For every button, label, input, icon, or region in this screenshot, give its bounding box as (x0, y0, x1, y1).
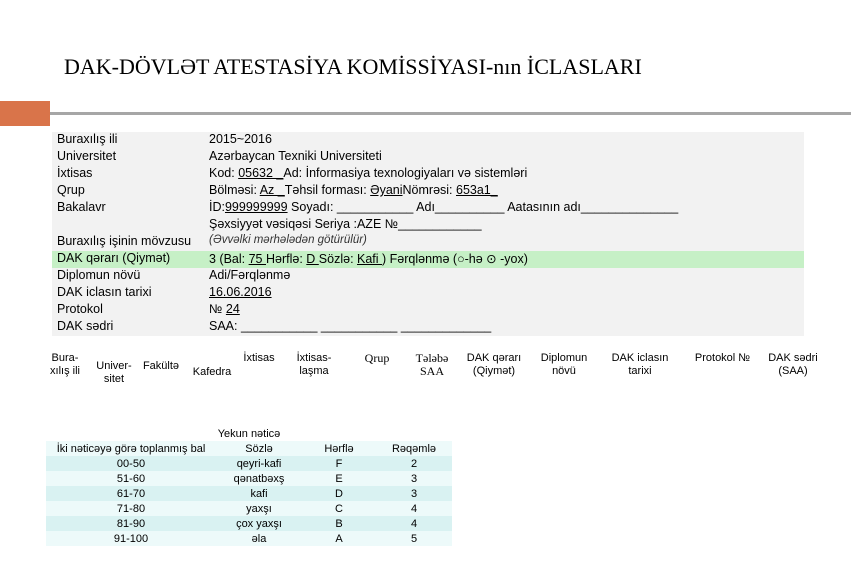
header-letter: Hərflə (302, 441, 376, 456)
row-chairman (52, 319, 804, 336)
label-decision: DAK qərarı (Qiymət) (57, 251, 171, 265)
cell-word: çox yaxşı (216, 516, 302, 531)
cell-letter: D (302, 486, 376, 501)
value-university[interactable]: Azərbaycan Texniki Universiteti (209, 149, 382, 163)
row-year (52, 132, 804, 149)
label-thesis: Buraxılış işinin mövzusu (57, 234, 192, 248)
cell-word: qənatbəxş (216, 471, 302, 486)
degree-id[interactable]: 999999999 (224, 200, 288, 214)
group-number[interactable]: 653a1_ (456, 183, 498, 197)
degree-names: Soyadı: ___________ Adı__________ Aatasının adı______________ (287, 200, 679, 214)
title-rule (50, 112, 851, 115)
row-meeting-date (52, 285, 804, 302)
label-specialty: İxtisas (57, 166, 93, 180)
col-protocol: Protokol № (694, 352, 751, 364)
cell-word: əla (216, 531, 302, 546)
cell-letter: C (302, 501, 376, 516)
value-chairman[interactable]: SAA: ___________ ___________ _____________ (209, 319, 492, 333)
page-title: DAK-DÖVLƏT ATESTASİYA KOMİSSİYASI-nın İCLASLARI (64, 54, 642, 79)
specialty-name: Ad: İnformasiya texnologiyaları və sistemləri (283, 166, 528, 180)
cell-number: 3 (376, 471, 452, 486)
row-thesis (52, 234, 804, 251)
value-meeting-date[interactable]: 16.06.2016 (209, 285, 272, 299)
table-header-row (46, 441, 452, 456)
degree-id-label: İD: (209, 200, 225, 214)
decision-word[interactable]: Kafi (357, 252, 383, 266)
row-decision (52, 251, 804, 268)
cell-points: 00-50 (46, 456, 216, 471)
col-department: Kafedra (192, 366, 232, 378)
cell-number: 4 (376, 516, 452, 531)
value-diploma[interactable]: Adi/Fərqlənmə (209, 268, 291, 282)
row-university (52, 149, 804, 166)
row-protocol (52, 302, 804, 319)
cell-points: 91-100 (46, 531, 216, 546)
col-faculty: Fakültə (142, 360, 180, 372)
header-points: İki nəticəyə görə toplanmış bal (46, 441, 216, 456)
label-group: Qrup (57, 183, 85, 197)
value-protocol[interactable] (209, 302, 240, 316)
cell-number: 4 (376, 501, 452, 516)
cell-points: 81-90 (46, 516, 216, 531)
radio-yes-icon[interactable]: ○ (457, 252, 465, 266)
value-group[interactable] (209, 183, 498, 197)
row-group (52, 183, 804, 200)
cell-letter: E (302, 471, 376, 486)
decision-word-label: Sözlə: (318, 252, 358, 266)
value-year[interactable]: 2015~2016 (209, 132, 272, 146)
col-group: Qrup (364, 351, 390, 365)
header-word: Sözlə (216, 441, 302, 456)
cell-points: 51-60 (46, 471, 216, 486)
col-meeting-date: DAK iclasın tarixi (611, 352, 669, 377)
cell-number: 5 (376, 531, 452, 546)
decision-prefix: 3 (Bal: (209, 252, 249, 266)
cell-letter: F (302, 456, 376, 471)
label-protocol: Protokol (57, 302, 103, 316)
table-row (46, 531, 452, 546)
cell-letter: A (302, 531, 376, 546)
table-row (46, 486, 452, 501)
decision-letter[interactable]: D (306, 252, 319, 266)
specialty-code-label: Kod: (209, 166, 239, 180)
col-university: Univer-sitet (96, 360, 132, 385)
cell-word: qeyri-kafi (216, 456, 302, 471)
protocol-number[interactable]: 24 (225, 302, 240, 316)
columns-header (45, 350, 851, 400)
row-specialty (52, 166, 804, 183)
group-section[interactable]: Az _ (259, 183, 285, 197)
col-specialty: İxtisas (243, 352, 275, 364)
group-form[interactable]: Əyani (370, 183, 403, 197)
radio-yes-label: -hə (464, 252, 487, 266)
cell-number: 2 (376, 456, 452, 471)
col-diploma-type: Diplomun növü (540, 352, 588, 377)
result-table (46, 426, 452, 546)
value-degree-id[interactable] (209, 200, 678, 214)
group-number-label: Nömrəsi: (402, 183, 456, 197)
group-form-label: Təhsil forması: (284, 183, 371, 197)
label-year: Buraxılış ili (57, 132, 118, 146)
col-student: Tələbə SAA (415, 351, 449, 378)
radio-no-label: -yox) (496, 252, 528, 266)
table-row (46, 471, 452, 486)
value-id-card[interactable]: Şəxsiyyət vəsiqəsi Seriya :AZE №____________ (209, 217, 482, 231)
cell-letter: B (302, 516, 376, 531)
label-diploma: Diplomun növü (57, 268, 141, 282)
decision-score[interactable]: 75 (248, 252, 266, 266)
table-row (46, 456, 452, 471)
value-decision[interactable] (209, 251, 528, 266)
label-degree: Bakalavr (57, 200, 106, 214)
col-decision: DAK qərarı (Qiymət) (466, 352, 522, 377)
col-graduation-year: Bura-xılış ili (50, 352, 80, 377)
label-meeting-date: DAK iclasın tarixi (57, 285, 152, 299)
decision-distinction: ) Fərqlənmə ( (382, 252, 458, 266)
label-university: Universitet (57, 149, 117, 163)
table-row (46, 501, 452, 516)
protocol-no-sign: № (209, 302, 226, 316)
record-form (52, 132, 804, 342)
value-specialty[interactable] (209, 166, 527, 180)
col-chairman: DAK sədri (SAA) (768, 352, 818, 377)
table-caption-row (46, 426, 452, 441)
cell-word: kafi (216, 486, 302, 501)
cell-number: 3 (376, 486, 452, 501)
header-number: Rəqəmlə (376, 441, 452, 456)
row-diploma (52, 268, 804, 285)
radio-no-icon[interactable]: ⊙ (486, 252, 497, 266)
cell-points: 71-80 (46, 501, 216, 516)
cell-points: 61-70 (46, 486, 216, 501)
cell-word: yaxşı (216, 501, 302, 516)
accent-bar (0, 101, 50, 126)
decision-letter-label: Hərflə: (266, 252, 307, 266)
table-row (46, 516, 452, 531)
value-thesis[interactable]: (Əvvəlki mərhələdən götürülür) (209, 234, 367, 246)
col-specialization: İxtisas-laşma (296, 352, 332, 377)
specialty-code[interactable]: 05632 _ (238, 166, 284, 180)
table-caption: Yekun nəticə (46, 426, 452, 441)
row-degree (52, 200, 804, 217)
group-section-label: Bölməsi: (209, 183, 260, 197)
label-chairman: DAK sədri (57, 319, 114, 333)
row-degree-id-card (52, 217, 804, 234)
